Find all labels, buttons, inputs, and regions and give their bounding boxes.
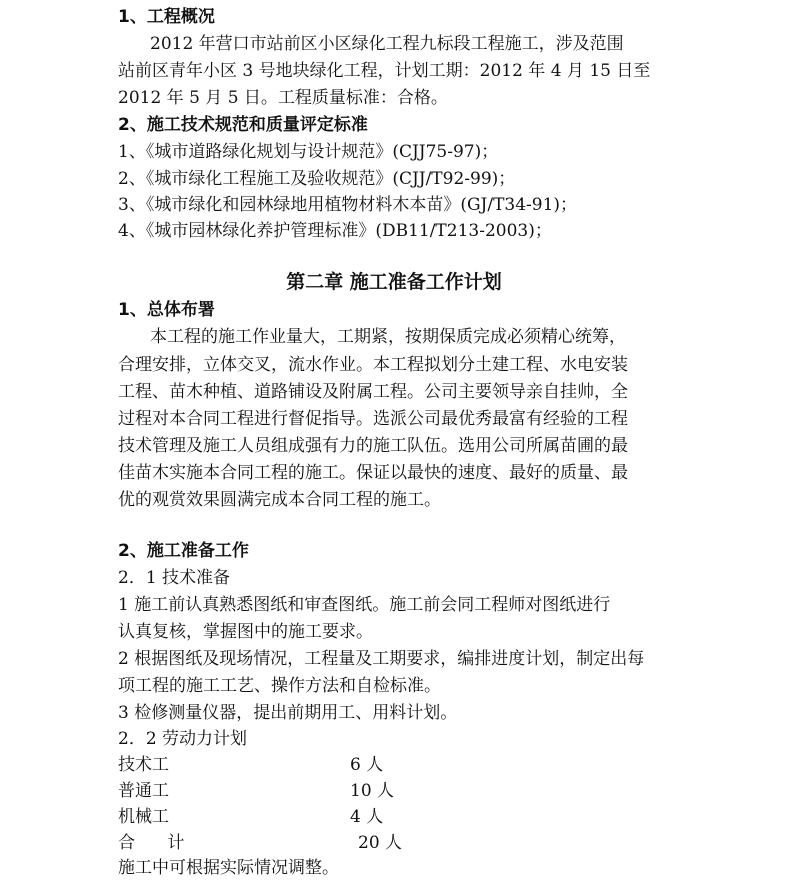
tech-prep-heading: 2．1 技术准备	[118, 568, 231, 588]
labor-count: 10 人	[350, 781, 395, 801]
labor-count: 4 人	[350, 807, 384, 827]
tech-line-5: 3 检修测量仪器，提出前期用工、用料计划。	[118, 703, 458, 723]
prep-heading: 2、施工准备工作	[118, 541, 249, 561]
layout-line-4: 过程对本合同工程进行督促指导。选派公司最优秀最富有经验的工程	[118, 409, 628, 429]
layout-line-6: 佳苗木实施本合同工程的施工。保证以最快的速度、最好的质量、最	[118, 463, 628, 483]
labor-total-label: 合 计	[118, 833, 185, 853]
standard-item-1: 1、《城市道路绿化规划与设计规范》(CJJ75-97)；	[118, 142, 499, 162]
standard-item-3: 3、《城市绿化和园林绿地用植物材料木本苗》(GJ/T34-91)；	[118, 195, 578, 215]
layout-line-3: 工程、苗木种植、道路铺设及附属工程。公司主要领导亲自挂帅，全	[118, 382, 628, 402]
chapter-title: 第二章 施工准备工作计划	[286, 271, 502, 293]
standard-item-4: 4、《城市园林绿化养护管理标准》(DB11/T213-2003)；	[118, 221, 552, 241]
labor-plan-heading: 2．2 劳动力计划	[118, 729, 248, 749]
layout-line-7: 优的观赏效果圆满完成本合同工程的施工。	[118, 490, 441, 510]
layout-line-5: 技术管理及施工人员组成强有力的施工队伍。选用公司所属苗圃的最	[118, 436, 628, 456]
tech-line-1: 1 施工前认真熟悉图纸和审查图纸。施工前会同工程师对图纸进行	[118, 595, 611, 615]
layout-line-1: 本工程的施工作业量大，工期紧，按期保质完成必须精心统筹，	[150, 327, 626, 347]
standards-heading: 2、施工技术规范和质量评定标准	[118, 115, 368, 135]
standard-item-2: 2、《城市绿化工程施工及验收规范》(CJJ/T92-99)；	[118, 169, 516, 189]
tech-line-2: 认真复核，掌握图中的施工要求。	[118, 622, 373, 642]
labor-count: 6 人	[350, 755, 384, 775]
labor-label: 普通工	[118, 781, 169, 801]
overview-line-2: 站前区青年小区 3 号地块绿化工程，计划工期：2012 年 4 月 15 日至	[118, 61, 651, 81]
layout-heading: 1、总体布署	[118, 300, 215, 320]
tech-line-4: 项工程的施工工艺、操作方法和自检标准。	[118, 676, 441, 696]
overview-line-3: 2012 年 5 月 5 日。工程质量标准：合格。	[118, 88, 448, 108]
overview-line-1: 2012 年营口市站前区小区绿化工程九标段工程施工，涉及范围	[150, 34, 624, 54]
labor-label: 机械工	[118, 807, 169, 827]
overview-heading: 1、工程概况	[118, 7, 215, 27]
layout-line-2: 合理安排，立体交叉，流水作业。本工程拟划分土建工程、水电安装	[118, 355, 628, 375]
labor-total-count: 20 人	[358, 833, 403, 853]
labor-label: 技术工	[118, 755, 169, 775]
tech-line-3: 2 根据图纸及现场情况，工程量及工期要求，编排进度计划，制定出每	[118, 649, 645, 669]
adjustment-note: 施工中可根据实际情况调整。	[118, 858, 339, 878]
labor-total-row	[118, 830, 478, 856]
labor-row	[118, 778, 478, 804]
labor-row	[118, 752, 478, 778]
labor-row	[118, 804, 478, 830]
